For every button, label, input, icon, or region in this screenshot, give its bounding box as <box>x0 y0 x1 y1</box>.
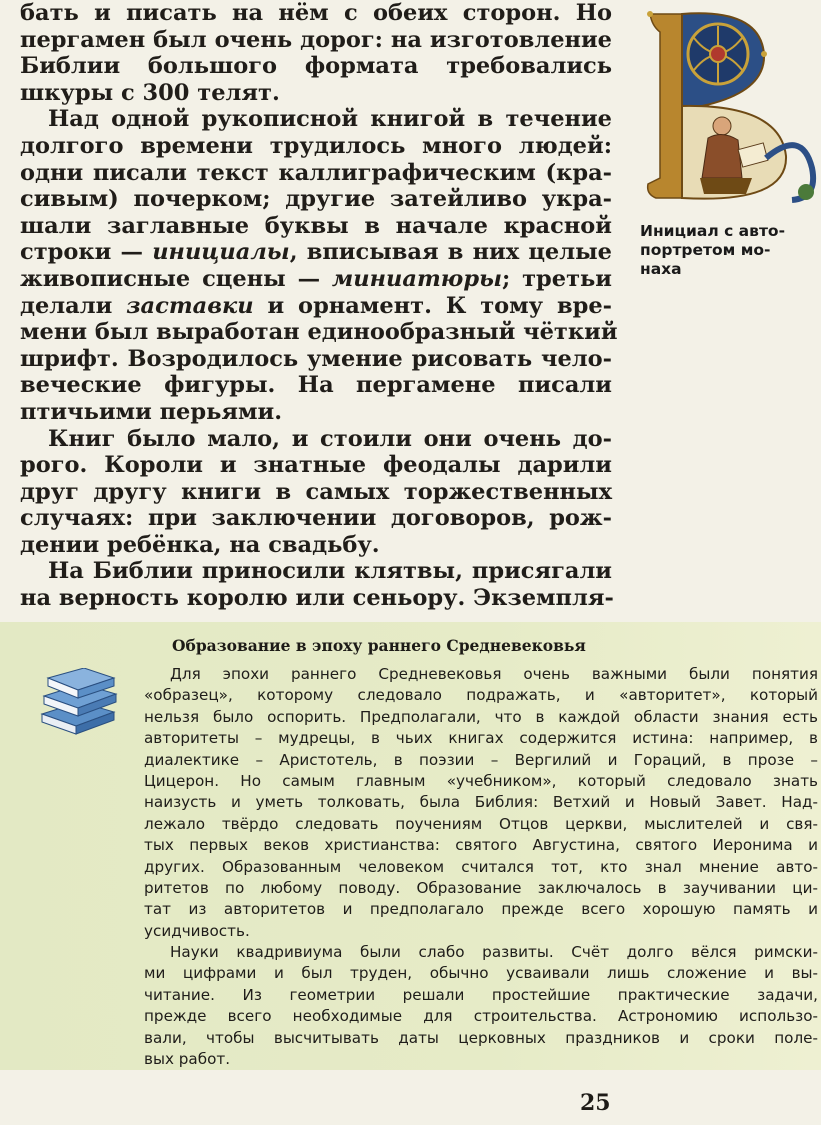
main-line <box>20 426 612 453</box>
main-line <box>20 160 612 187</box>
box-line: Цицерон. Но самым главным «учебником», который следовало знать <box>144 771 818 790</box>
illuminated-initial-image <box>642 8 820 208</box>
figure-caption <box>640 222 818 279</box>
text-run: рого. Короли и знатные феодалы дарили <box>20 452 612 479</box>
page-number: 25 <box>580 1090 611 1116</box>
main-line <box>20 53 612 80</box>
main-line <box>20 266 612 293</box>
main-line <box>20 585 612 612</box>
text-run: веческие фигуры. На пергамене писали <box>20 372 612 399</box>
box-line: ми цифрами и был труден, обычно усваивали лишь сложение и вы- <box>144 964 818 983</box>
text-run: дении ребёнка, на свадьбу. <box>20 531 380 558</box>
main-text <box>20 0 618 612</box>
text-run: и орнамент. К тому вре- <box>253 292 612 319</box>
text-run: живописные сцены — <box>20 265 332 292</box>
box-line: других. Образованным человеком считался тот, кто знал мнение авто- <box>144 857 818 876</box>
main-line <box>20 0 612 27</box>
caption-line: портретом мо- <box>640 241 771 259</box>
books-stack-icon <box>36 668 118 740</box>
main-line <box>20 558 612 585</box>
text-run: сивым) почерком; другие затейливо укра- <box>20 186 612 213</box>
text-run: , вписывая в них целые <box>289 239 612 266</box>
text-run: делали <box>20 292 127 319</box>
box-line: вых работ. <box>144 1050 231 1069</box>
box-line: Для эпохи раннего Средневековья очень важными были понятия <box>170 665 818 683</box>
main-line <box>20 479 612 506</box>
main-line <box>20 27 612 54</box>
text-run: на верность королю или сеньору. Экземпля- <box>20 585 614 612</box>
text-run: шали заглавные буквы в начале красной <box>20 212 612 239</box>
caption-line: Инициал с авто- <box>640 222 786 240</box>
box-line: «образец», которому следовало подражать, и «авторитет», который <box>144 686 818 705</box>
text-run: одни писали текст каллиграфическим (кра- <box>20 159 612 186</box>
text-run: птичьими перьями. <box>20 398 283 425</box>
text-run: случаях: при заключении договоров, рож- <box>20 505 612 532</box>
text-run: пергамен был очень дорог: на изготовление <box>20 26 612 53</box>
text-run: ; третьи <box>501 265 612 292</box>
term-italic: инициалы <box>152 239 290 266</box>
main-line <box>20 532 612 559</box>
info-box-title: Образование в эпоху раннего Средневековья <box>172 636 586 655</box>
term-italic: заставки <box>126 292 254 319</box>
caption-line: наха <box>640 260 682 278</box>
main-line <box>20 346 612 373</box>
text-run: шрифт. Возродилось умение рисовать чело- <box>20 345 612 372</box>
main-line <box>20 505 612 532</box>
main-line <box>20 186 612 213</box>
info-box-text <box>144 664 818 1070</box>
text-run: мени был выработан единообразный чёткий <box>20 319 618 346</box>
box-line: Науки квадривиума были слабо развиты. Счёт долго вёлся римски- <box>170 943 818 962</box>
box-line: нельзя было оспорить. Предполагали, что в каждой области знания есть <box>144 707 818 726</box>
box-line: усидчивость. <box>144 921 250 940</box>
text-run: Над одной рукописной книгой в течение <box>48 106 612 133</box>
main-line <box>20 213 612 240</box>
text-run: шкуры с 300 телят. <box>20 79 280 106</box>
box-line: читание. Из геометрии решали простейшие практические задачи, <box>144 985 818 1004</box>
main-line <box>20 372 612 399</box>
text-run: строки — <box>20 239 153 266</box>
term-italic: миниатюры <box>331 265 502 292</box>
main-line <box>20 319 618 346</box>
box-line: лежало твёрдо следовать поучениям Отцов церкви, мыслителей и свя- <box>144 814 818 833</box>
box-line: авторитеты – мудрецы, в чьих книгах содержится истина: например, в <box>144 729 818 748</box>
main-line <box>20 399 612 426</box>
box-line: тат из авторитетов и предполагало прежде всего хорошую память и <box>144 900 818 919</box>
box-line: вали, чтобы высчитывать даты церковных праздников и сроки поле- <box>144 1028 818 1047</box>
main-line <box>20 106 612 133</box>
main-line <box>20 452 612 479</box>
box-line: тых первых веков христианства: святого Августина, святого Иеронима и <box>144 836 818 855</box>
text-run: Библии большого формата требовались <box>20 53 612 80</box>
main-line <box>20 133 612 160</box>
text-run: бать и писать на нём с обеих сторон. Но <box>20 0 612 26</box>
text-run: На Библии приносили клятвы, присягали <box>48 558 612 585</box>
box-line: диалектике – Аристотель, в поэзии – Вергилий и Гораций, в прозе – <box>144 750 818 769</box>
box-line: прежде всего необходимые для строительства. Астрономию использо- <box>144 1007 818 1026</box>
box-line: ритетов по любому поводу. Образование заключалось в заучивании ци- <box>144 878 818 897</box>
text-run: долгого времени трудилось много людей: <box>20 132 612 159</box>
main-line <box>20 239 612 266</box>
main-line <box>20 293 612 320</box>
main-line <box>20 80 612 107</box>
text-run: друг другу книги в самых торжественных <box>20 478 612 505</box>
text-run: Книг было мало, и стоили они очень до- <box>48 425 612 452</box>
box-line: наизусть и уметь толковать, была Библия: Ветхий и Новый Завет. Над- <box>144 793 818 812</box>
